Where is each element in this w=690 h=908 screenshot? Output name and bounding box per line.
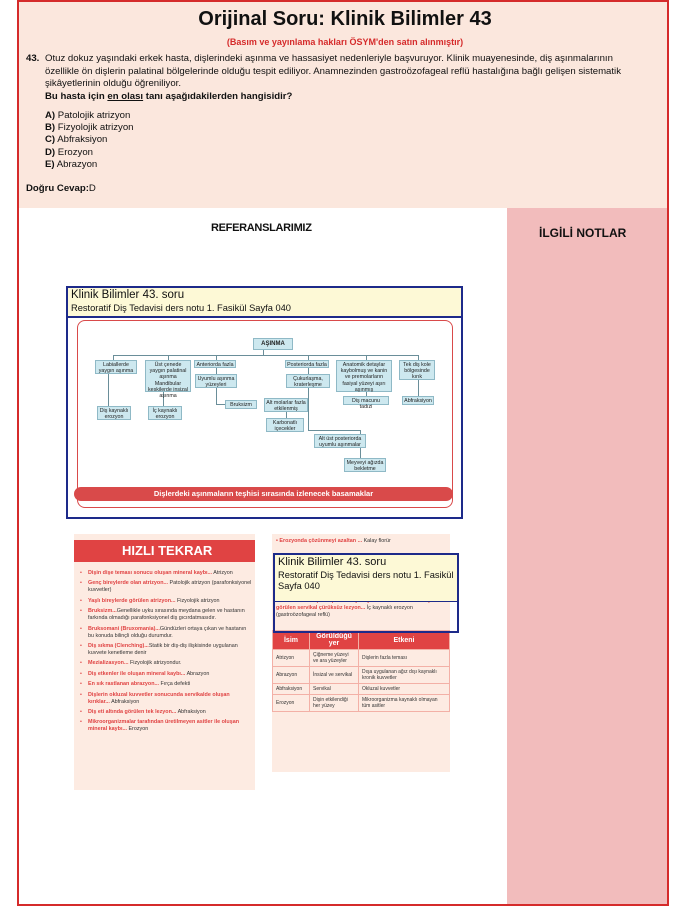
flow-node: Diş kaynaklı erozyon: [97, 406, 131, 420]
copyright-note: (Basım ve yayınlama hakları ÖSYM'den satın alınmıştır): [226, 37, 464, 47]
quick-review-item: • Bruksizm...Genellikle uyku sırasında meydana gelen ve hastanın farkında olmadığı parafonksiyonel diş gıcırdatmasıdır.: [80, 608, 252, 622]
flow-node: Bruksizm: [225, 400, 257, 409]
correct-answer: Doğru Cevap:D: [26, 183, 96, 194]
reference-caption-1: Klinik Bilimler 43. soru Restoratif Diş Tedavisi ders notu 1. Fasikül Sayfa 040: [68, 288, 461, 318]
flow-node: Karbonatlı içecekler: [266, 418, 304, 432]
quick-review-item: • En sık rastlanan abrazyon... Fırça defekti: [80, 681, 252, 688]
question-block: [26, 53, 641, 103]
flow-node-root: AŞINMA: [253, 338, 293, 350]
quick-review-item: • Genç bireylerde olan atrizyon... Patolojik atrizyon (parafonksiyonel kuvvetler): [80, 580, 252, 594]
flow-node: Diş macunu tadızi: [343, 396, 389, 405]
table-row: Abrazyon İnsizal ve servikal Dışa uygulanan ağız dışı kaynaklı kronik kuvvetler: [273, 667, 450, 684]
flow-node: Çukurlaşma, kraterleşme: [286, 374, 330, 388]
quick-review-item: • Mikroorganizmalar tarafından üretilmeyen asitler ile oluşan mineral kaybı... Erozyon: [80, 719, 252, 733]
quick-review-item: • Diş sıkma (Clenching)...Statik bir diş-diş ilişkisinde uygulanan kuvvete kenetleme denir: [80, 643, 252, 657]
flow-node: Anteriorda fazla: [194, 360, 236, 368]
table-row: Atrizyon Çiğneme yüzeyi ve ara yüzeyler Dişlerin fazla teması: [273, 650, 450, 667]
question-number: 43.: [26, 53, 40, 64]
flow-node: Alt üst posteriorda uyumlu aşınmalar: [314, 434, 366, 448]
reference-caption-2: Klinik Bilimler 43. soru Restoratif Diş Tedavisi ders notu 1. Fasikül Sayfa 040: [273, 553, 459, 633]
quick-review-item: • Yaşlı bireylerde görülen atrizyon... Fizyolojik atrizyon: [80, 598, 252, 605]
flow-node: Tek diş kole bölgesinde kırık: [399, 360, 435, 380]
options-list: [45, 110, 134, 171]
flow-node: Alt molarlar fazla etkilenmiş: [264, 398, 308, 412]
flow-node: Posteriorda fazla: [285, 360, 329, 368]
flow-node: Anatomik detaylar kaybolmuş ve kanin ve premolarların fasiyal yüzeyi aşırı aşınmış: [336, 360, 392, 392]
erosion-note-1: • Erozyonda çözünmeyi azaltan ... Kalay florür: [276, 538, 391, 544]
quick-review-item: • Mezializasyon... Fizyolojik atrizyondur.: [80, 660, 252, 667]
erosion-note-2: görülen servikal çürüksüz lezyon... İç kaynaklı erozyon (gastroözofageal reflü): [276, 605, 413, 618]
reference-flowchart-image: [66, 286, 463, 519]
table-header: Etkeni: [359, 631, 450, 650]
option-d[interactable]: D) Erozyon: [45, 146, 93, 158]
page-title: Orijinal Soru: Klinik Bilimler 43: [198, 8, 492, 30]
quick-review-list: [80, 570, 252, 737]
flow-node: Labiallerde yaygın aşınma: [95, 360, 137, 374]
flow-node: Uyumlu aşınma yüzeyleri: [195, 374, 237, 388]
quick-review-item: • Bruksomani (Bruxomania)...Gündüzleri ortaya çıkan ve hastanın bu konuda bilinçli olduğu durumdur.: [80, 626, 252, 640]
flow-node: Meyveyi ağızda bekletme: [344, 458, 386, 472]
flow-node: Üst çenede yaygın palatinal aşınma Mandibular keskilerde insizal aşınma: [145, 360, 191, 392]
option-a[interactable]: A) Patolojik atrizyon: [45, 110, 131, 121]
table-header: İsim: [273, 631, 310, 650]
table-row: Erozyon Dişin etkilendiği her yüzey Mikroorganizma kaynaklı olmayan tüm asitler: [273, 695, 450, 712]
option-b[interactable]: B) Fizyolojik atrizyon: [45, 122, 134, 134]
quick-review-title: HIZLI TEKRAR: [74, 540, 255, 562]
question-ask: Bu hasta için en olası tanı aşağıdakilerden hangisidir?: [45, 90, 293, 102]
notes-heading: İLGİLİ NOTLAR: [539, 226, 627, 240]
flowchart-footer: Dişlerdeki aşınmaların teşhisi sırasında izlenecek basamaklar: [74, 487, 453, 501]
table-row: Abfraksiyon Servikal Okluzal kuvvetler: [273, 684, 450, 695]
flow-node: İç kaynaklı erozyon: [148, 406, 182, 420]
quick-review-item: • Diş etkenler ile oluşan mineral kaybı... Abrazyon: [80, 671, 252, 678]
quick-review-image: [74, 534, 255, 790]
option-c[interactable]: C) Abfraksiyon: [45, 134, 108, 146]
quick-review-item: • Dişin dişe teması sonucu oluşan mineral kaybı... Atrizyon: [80, 570, 252, 577]
wear-types-table: [272, 630, 450, 712]
quick-review-item: • Dişlerin okluzal kuvvetler sonucunda servikalde oluşan kırıklar... Abfraksiyon: [80, 692, 252, 706]
flow-node: Abfraksiyon: [402, 396, 434, 405]
question-text: Otuz dokuz yaşındaki erkek hasta, dişlerindeki aşınma ve hassasiyet nedenleriyle başvuruyor. Klinik muayenesinde, diş aşınmalarının özellikle ön dişlerin palatinal bölgelerinde olduğu tespit ediliyor. Anamnezinden gastroözofageal reflü hastalığına bağlı gelişen sistematik şikâyetlerinin olduğu öğreniliyor.: [45, 53, 621, 90]
option-e[interactable]: E) Abrazyon: [45, 158, 98, 170]
references-heading: REFERANSLARIMIZ: [211, 222, 312, 234]
table-header: Görüldüğü yer: [310, 631, 359, 650]
quick-review-item: • Diş eti altında görülen tek lezyon... Abfraksiyon: [80, 709, 252, 716]
